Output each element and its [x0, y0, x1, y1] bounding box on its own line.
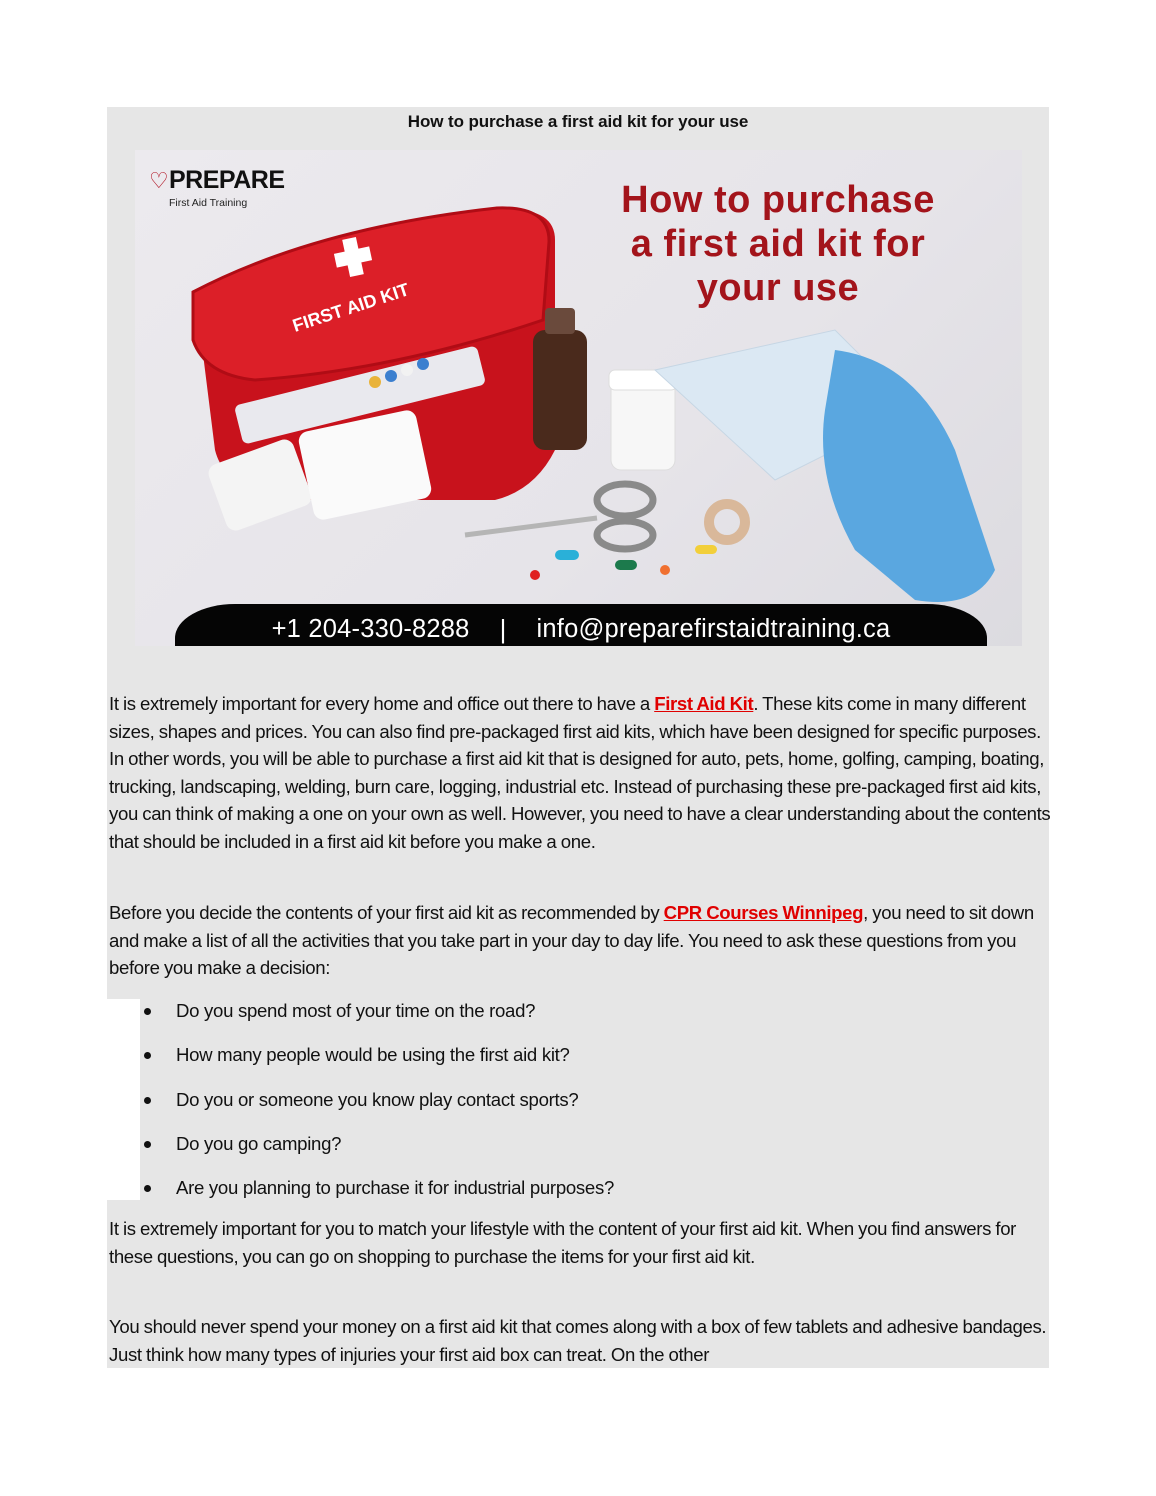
bullet-icon: [144, 1052, 151, 1059]
list-item-text: Do you spend most of your time on the road?: [176, 1000, 536, 1021]
contact-bar: [175, 604, 987, 646]
bullet-icon: [144, 1141, 151, 1148]
questions-list: [138, 998, 614, 1219]
list-item: [138, 1042, 614, 1086]
hero-image: [135, 150, 1022, 646]
email-address: info@preparefirstaidtraining.ca: [536, 614, 891, 643]
separator: |: [499, 613, 507, 644]
headline-line: How to purchase: [621, 179, 935, 221]
list-item: [138, 1175, 614, 1219]
bullet-icon: [144, 1185, 151, 1192]
heart-icon: ♡: [149, 168, 169, 193]
bullet-icon: [144, 1097, 151, 1104]
paragraph-money: You should never spend your money on a first aid kit that comes along with a box of few tablets and adhesive bandages. Just think how many types of injuries your first aid box can treat. On the other: [109, 1316, 1047, 1365]
logo-subtitle: First Aid Training: [169, 197, 248, 209]
paragraph-text: It is extremely important for every home and office out there to have a: [109, 693, 655, 714]
paragraph-text: , you need to sit down and make a list of all the activities that you take part in your day to day life. You need to ask these questions from you before you make a decision:: [109, 902, 1034, 978]
list-item: [138, 1087, 614, 1131]
list-item: [138, 1131, 614, 1175]
list-item-text: Do you or someone you know play contact sports?: [176, 1088, 579, 1110]
svg-text:FIRST AID KIT: FIRST AID KIT: [290, 279, 412, 336]
paragraph-text: Before you decide the contents of your first aid kit as recommended by: [109, 902, 664, 923]
logo-brand: PREPARE: [169, 166, 285, 194]
list-item-text: Are you planning to purchase it for industrial purposes?: [176, 1177, 614, 1199]
phone-number: +1 204-330-8288: [271, 614, 470, 643]
list-item: [138, 998, 614, 1042]
hero-headline: [593, 178, 963, 310]
list-item-text: Do you go camping?: [176, 1132, 342, 1154]
headline-line: your use: [696, 267, 860, 309]
bullet-icon: [144, 1008, 151, 1015]
paragraph-text: . These kits come in many different sizes, shapes and prices. You can also find pre-packaged first aid kits, which have been designed for specific purposes. In other words, you will be able to purchase a first aid kit that is designed for auto, pets, home, golfing, camping, boating, trucking, landscaping, welding, burn care, logging, industrial etc. Instead of purchasing these pre-packaged first aid kits, you can think of making a one on your own as well. However, you need to have a clear understanding about the contents that should be included in a first aid kit before you make a one.: [109, 693, 1051, 852]
page-title: How to purchase a first aid kit for your use: [407, 112, 749, 131]
paragraph-lifestyle: It is extremely important for you to match your lifestyle with the content of your first aid kit. When you find answers for these questions, you can go on shopping to purchase the items for your first aid kit.: [109, 1218, 1017, 1267]
list-item-text: How many people would be using the first aid kit?: [176, 1044, 570, 1066]
paragraph-intro: [109, 690, 1051, 855]
cpr-courses-winnipeg-link[interactable]: CPR Courses Winnipeg: [663, 902, 864, 923]
first-aid-kit-link[interactable]: First Aid Kit: [654, 693, 754, 714]
headline-line: a first aid kit for: [630, 223, 926, 265]
paragraph-before-list: [109, 899, 1051, 982]
